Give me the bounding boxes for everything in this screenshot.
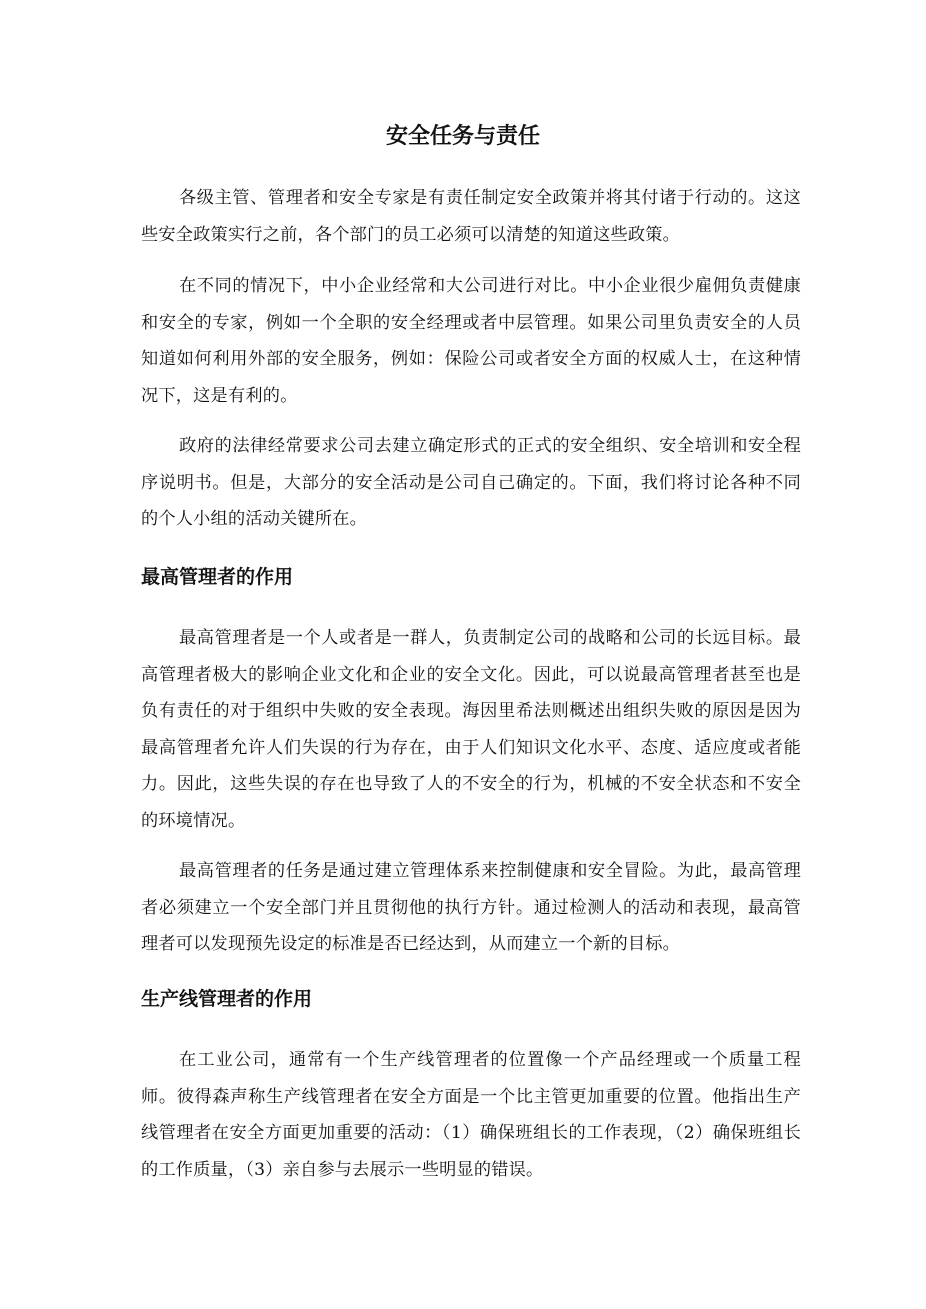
body-paragraph: 在工业公司，通常有一个生产线管理者的位置像一个产品经理或一个质量工程师。彼得森声称生产线管理者在安全方面是一个比主管更加重要的位置。他指出生产线管理者在安全方面更加重要的活动：（1）确保班组长的工作表现，（2）确保班组长的工作质量，（3）亲自参与去展示一些明显的错误。 — [141, 1050, 801, 1180]
document-title: 安全任务与责任 — [385, 124, 540, 149]
body-paragraph: 最高管理者的任务是通过建立管理体系来控制健康和安全冒险。为此，最高管理者必须建立一个安全部门并且贯彻他的执行方针。通过检测人的活动和表现，最高管理者可以发现预先设定的标准是否已经达到，从而建立一个新的目标。 — [141, 861, 801, 954]
intro-paragraph: 在不同的情况下，中小企业经常和大公司进行对比。中小企业很少雇佣负责健康和安全的专家，例如一个全职的安全经理或者中层管理。如果公司里负责安全的人员知道如何利用外部的安全服务，例如：保险公司或者安全方面的权威人士，在这种情况下，这是有利的。 — [141, 276, 801, 406]
section-heading-line-management: 生产线管理者的作用 — [141, 988, 313, 1010]
intro-paragraph: 政府的法律经常要求公司去建立确定形式的正式的安全组织、安全培训和安全程序说明书。但是，大部分的安全活动是公司自己确定的。下面，我们将讨论各种不同的个人小组的活动关键所在。 — [141, 436, 801, 529]
body-paragraph: 最高管理者是一个人或者是一群人，负责制定公司的战略和公司的长远目标。最高管理者极大的影响企业文化和企业的安全文化。因此，可以说最高管理者甚至也是负有责任的对于组织中失败的安全表现。海因里希法则概述出组织失败的原因是因为最高管理者允许人们失误的行为存在，由于人们知识文化水平、态度、适应度或者能力。因此，这些失误的存在也导致了人的不安全的行为，机械的不安全状态和不安全的环境情况。 — [141, 628, 801, 831]
intro-paragraph: 各级主管、管理者和安全专家是有责任制定安全政策并将其付诸于行动的。这这些安全政策实行之前，各个部门的员工必须可以清楚的知道这些政策。 — [141, 188, 801, 245]
section-heading-top-management: 最高管理者的作用 — [141, 566, 294, 588]
